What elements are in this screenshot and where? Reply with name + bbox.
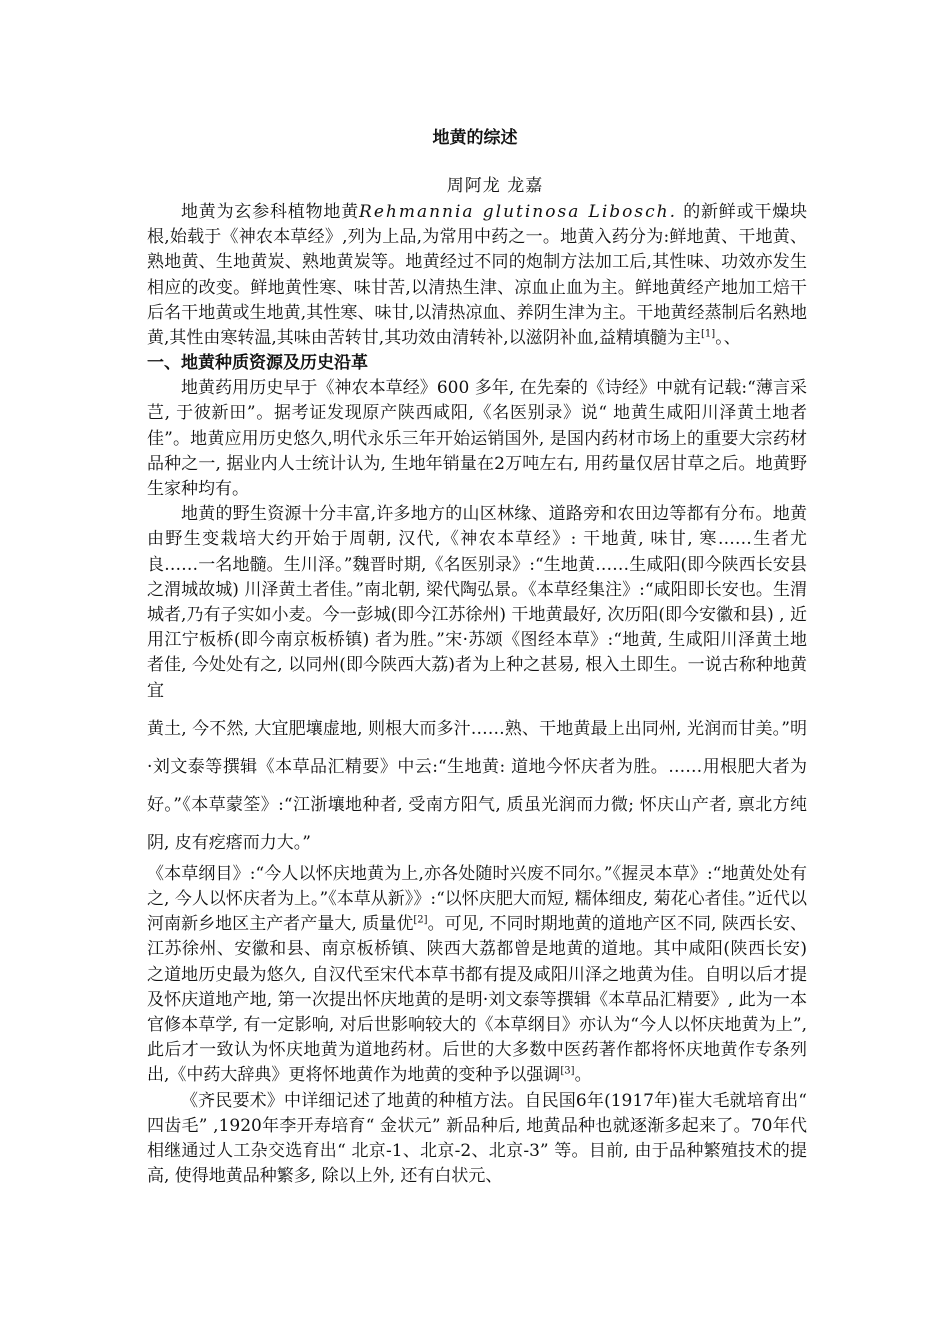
citation-ref: [1] [701,328,716,340]
citation-ref-3: [3] [560,1065,575,1077]
bencao-text: 《本草纲目》:“今人以怀庆地黄为上,亦各处随时兴废不同尔。”《握灵本草》:“地黄处处有之, 今人以怀庆者为上。”《本草从新》》:“以怀庆肥大而短, 糯体细皮, 菊花心者佳。”近代以河南新乡地区主产者产量大, 质量优 [147,863,807,935]
wide-spaced-text: 黄土, 今不然, 大宜肥壤虚地, 则根大而多汁……熟、干地黄最上出同州, 光润而甘美。”明·刘文泰等撰辑《本草品汇精要》中云:“生地黄: 道地今怀庆者为胜。……用根肥大者为好。”《本草蒙筌》:“江浙壤地种者, 受南方阳气, 质虽光润而力微; 怀庆山产者, 禀北方纯阴, 皮有疙瘩而力大。” [147,718,807,853]
intro-text-b: 的新鲜或干燥块根,始载于《神农本草经》,列为上品,为常用中药之一。地黄入药分为:鲜地黄、干地黄、熟地黄、生地黄炭、熟地黄炭等。地黄经过不同的炮制方法加工后,其性味、功效亦发生相应的改变。鲜地黄性寒、味甘苦,以清热生津、凉血止血为主。鲜地黄经产地加工焙干后名干地黄或生地黄,其性寒、味甘,以清热凉血、养阴生津为主。干地黄经蒸制后名熟地黄,其性由寒转温,其味由苦转甘,其功效由清转补,以滋阴补血,益精填髓为主 [147,202,807,349]
cultivation-paragraph: 《齐民要术》中详细记述了地黄的种植方法。自民国6年(1917年)崔大毛就培育出“ 四齿毛” ,1920年李开寿培育“ 金状元” 新品种后, 地黄品种也就逐渐多起来了。70年代相继通过人工杂交选育出“ 北京-1、北京-2、北京-3” 等。目前, 由于品种繁殖技术的提高, 使得地黄品种繁多, 除以上外, 还有白状元、 [147,1090,807,1187]
intro-tail: 。、 [715,328,741,349]
daodi-text: 。可见, 不同时期地黄的道地产区不同, 陕西长安、江苏徐州、安徽和县、南京板桥镇、陕西大荔都曾是地黄的道地。其中咸阳(陕西长安) 之道地历史最为悠久, 自汉代至宋代本草书都有提及咸阳川泽之地黄为佳。自明以后才提及怀庆道地产地, 第一次提出怀庆地黄的是明·刘文泰等撰辑《本草品汇精要》, 此为一本官修本草学, 有一定影响, 对后世影响较大的《本草纲目》亦认为“今人以怀庆地黄为上”, 此后才一致认为怀庆地黄为道地药材。后世的大多数中医药著作都将怀庆地黄作专条列出,《中药大辞典》更将怀地黄作为地黄的变种予以强调 [147,914,807,1086]
page-title: 地黄的综述 [432,128,518,148]
intro-text-a: 地黄为玄参科植物地黄 [181,202,360,222]
document-body [147,200,807,1190]
section-heading: 一、地黄种质资源及历史沿革 [147,353,368,374]
history-paragraph: 地黄药用历史早于《神农本草经》600 多年, 在先秦的《诗经》中就有记载:“薄言采芑, 于彼新田”。据考证发现原产陕西咸阳,《名医别录》说“ 地黄生咸阳川泽黄土地者佳”。地黄应用历史悠久,明代永乐三年开始运销国外, 是国内药材市场上的重要大宗药材品种之一, 据业内人士统计认为, 生地年销量在2万吨左右, 用药量仅居甘草之后。地黄野生家种均有。 [147,378,807,500]
authors-line: 周阿龙 龙嘉 [446,176,544,196]
citation-ref-2: [2] [413,914,428,926]
wild-resources-continued [147,862,807,1089]
latin-name: Rehmannia glutinosa Libosch. [359,202,677,222]
intro-paragraph [147,200,807,351]
wild-resources-paragraph: 地黄的野生资源十分丰富,许多地方的山区林缘、道路旁和农田边等都有分布。地黄由野生变栽培大约开始于周朝, 汉代,《神农本草经》: 干地黄, 味甘, 寒……生者尤良……一名地髓。生川泽。”魏晋时期,《名医别录》:“生地黄……生咸阳(即今陕西长安县之渭城故城) 川泽黄土者佳。”南北朝, 梁代陶弘景。《本草经集注》:“咸阳即长安也。生渭城者,乃有子实如小麦。今一彭城(即今江苏徐州) 干地黄最好, 次历阳(即今安徽和县) , 近用江宁板桥(即今南京板桥镇) 者为胜。”宋·苏颂《图经本草》:“地黄, 生咸阳川泽黄土地者佳, 今处处有之, 以同州(即今陕西大荔)者为上种之甚易, 根入土即生。一说古称种地黄宜 [147,504,807,701]
daodi-tail: 。 [574,1065,592,1086]
